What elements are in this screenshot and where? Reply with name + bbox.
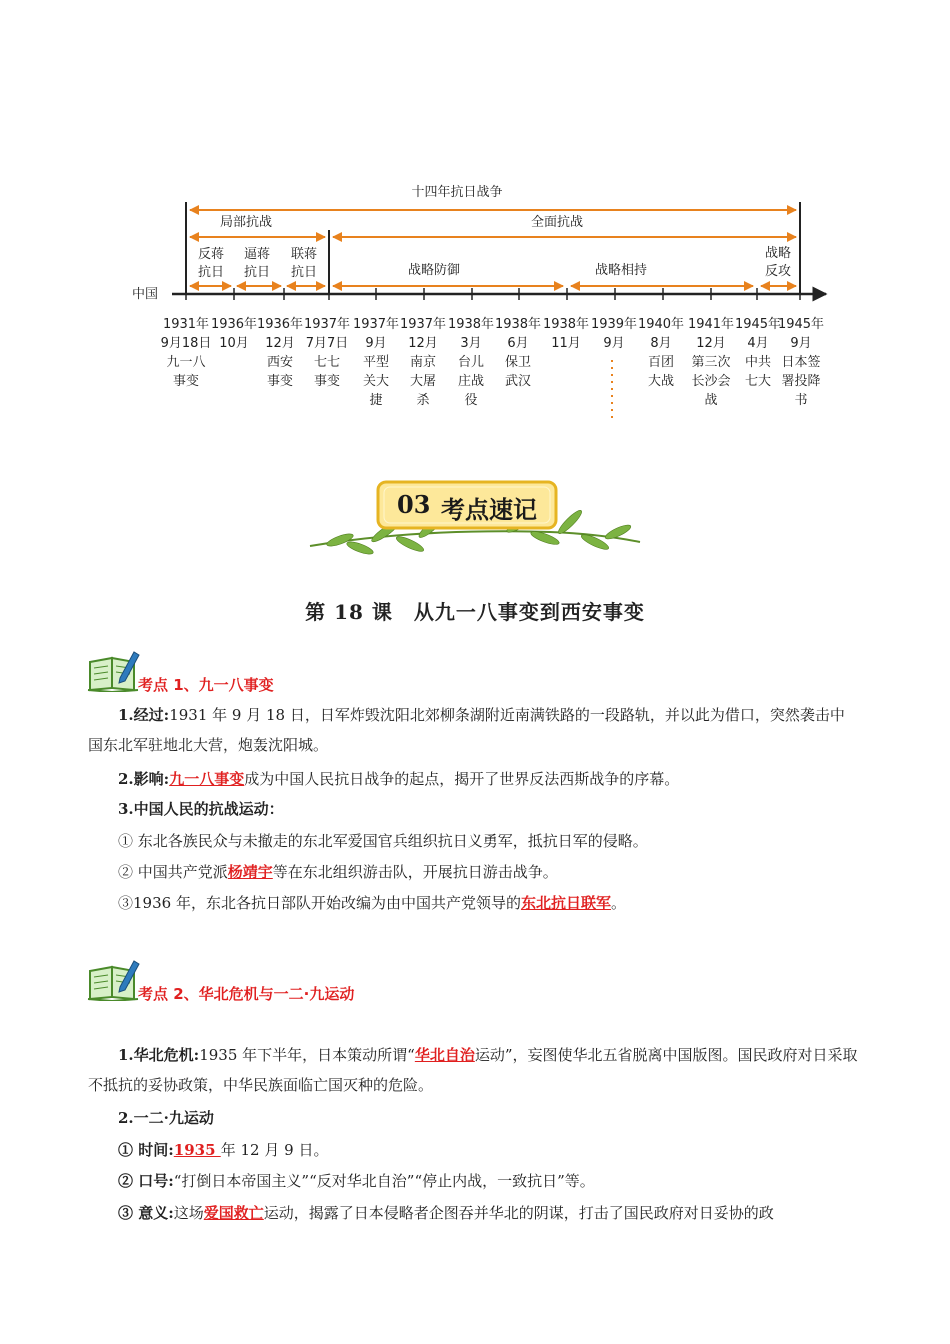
kp2-crisis-a: 1935 年下半年，日本策动所谓“	[199, 1046, 415, 1064]
kp1-item-2-a: ② 中国共产党派	[118, 863, 228, 881]
kp2-slogan-label: ② 口号:	[118, 1172, 174, 1190]
kp1-process-label: 1.经过:	[118, 706, 170, 724]
phase-full-label: 全面抗战	[531, 215, 584, 230]
event-item	[160, 315, 212, 391]
event-date: 1945年 4月	[734, 317, 782, 351]
event-name: 日本签 署投降 书	[781, 355, 821, 408]
event-date: 1939年 9月	[590, 317, 638, 351]
event-date: 1937年 9月	[352, 317, 400, 351]
kp2-movement-label: 2.一二·九运动	[118, 1109, 214, 1127]
event-item	[540, 315, 592, 353]
kp1-item-2-highlight: 杨靖宇	[227, 863, 273, 881]
sub-bijiang-label: 逼蒋 抗日	[244, 247, 271, 280]
kp1-item-3	[88, 888, 858, 918]
event-item	[775, 315, 827, 410]
kp1-paragraph-impact	[88, 764, 858, 794]
event-item	[445, 315, 497, 410]
kp2-item-slogan	[88, 1166, 858, 1196]
event-item	[683, 315, 739, 410]
banner-label: 考点速记	[441, 496, 537, 524]
kp1-impact-text: 成为中国人民抗日战争的起点，揭开了世界反法西斯战争的序幕。	[244, 770, 680, 788]
timeline-title: 十四年抗日战争	[411, 185, 503, 200]
event-date: 1937年 12月	[399, 317, 447, 351]
kp1-item-3-b: 。	[610, 894, 626, 912]
event-item	[254, 315, 306, 391]
kp2-paragraph-movement	[88, 1103, 858, 1133]
event-name: 南京 大屠 杀	[409, 355, 436, 408]
sub-counter-label: 战略 反攻	[765, 246, 792, 279]
event-item	[350, 315, 402, 410]
kp1-paragraph-resistance	[88, 794, 858, 824]
event-name: 保卫 武汉	[504, 355, 531, 389]
kp2-crisis-b: 运动”，妄图使华北五省脱离中国版图。国民政府对日采取不抵抗的妥协政策，中华民族面临亡国灭种的危险。	[88, 1046, 858, 1094]
kp1-item-3-highlight: 东北抗日联军	[520, 894, 611, 912]
event-date: 1941年 12月	[687, 317, 735, 351]
kp2-slogan-text: “打倒日本帝国主义”“反对华北自治”“停止内战，一致抗日”等。	[173, 1172, 595, 1190]
kp2-title: 考点 2、华北危机与一二·九运动	[138, 985, 355, 1003]
event-date: 1945年 9月	[777, 317, 825, 351]
event-item	[397, 315, 449, 410]
kp2-significance-highlight: 爱国救亡	[203, 1204, 264, 1222]
event-item	[635, 315, 687, 391]
event-date: 1936年 10月	[210, 317, 258, 351]
kp1-item-1-text: ① 东北各族民众与未撤走的东北军爱国官兵组织抗日义勇军，抵抗日军的侵略。	[118, 832, 648, 850]
event-item	[492, 315, 544, 391]
kp2-item-time	[88, 1135, 858, 1165]
kp1-resistance-label: 3.中国人民的抗战运动：	[118, 800, 284, 818]
kp1-item-1	[88, 826, 858, 856]
kp2-crisis-label: 1.华北危机:	[118, 1046, 200, 1064]
kp2-item-significance	[88, 1198, 858, 1228]
kp1-item-3-a: ③1936 年，东北各抗日部队开始改编为由中国共产党领导的	[118, 894, 521, 912]
kp1-item-2	[88, 857, 858, 887]
event-item	[588, 315, 640, 353]
sub-defense-label: 战略防御	[408, 263, 461, 278]
sub-stalemate-label: 战略相持	[595, 263, 648, 278]
kp1-item-2-b: 等在东北组织游击队，开展抗日游击战争。	[272, 863, 558, 881]
kp2-paragraph-crisis	[88, 1040, 858, 1100]
event-date: 1936年 12月	[256, 317, 304, 351]
book-pen-icon	[86, 648, 142, 692]
kp1-impact-label: 2.影响:	[118, 770, 170, 788]
banner-number: 03	[397, 490, 431, 519]
sub-fanjiang-label: 反蒋 抗日	[198, 247, 225, 280]
kp2-significance-a: 这场	[173, 1204, 204, 1222]
kp1-title: 考点 1、九一八事变	[138, 676, 274, 694]
event-name: 台儿 庄战 役	[457, 355, 484, 408]
event-date: 1940年 8月	[637, 317, 685, 351]
kp2-significance-label: ③ 意义:	[118, 1204, 174, 1222]
kp2-significance-b: 运动，揭露了日本侵略者企图吞并华北的阴谋，打击了国民政府对日妥协的政	[263, 1204, 774, 1222]
kp1-paragraph-process	[88, 700, 858, 760]
kp2-crisis-highlight: 华北自治	[414, 1046, 475, 1064]
event-name: 百团 大战	[647, 355, 674, 389]
sub-lianjiang-label: 联蒋 抗日	[291, 247, 318, 280]
phase-local-label: 局部抗战	[220, 215, 273, 230]
kp1-impact-highlight: 九一八事变	[169, 770, 245, 788]
event-date: 1931年 9月18日	[160, 317, 212, 351]
event-item	[208, 315, 260, 353]
event-name: 七七 事变	[313, 355, 340, 389]
lesson-title: 第 18 课 从九一八事变到西安事变	[305, 600, 645, 624]
kp2-time-label: ① 时间:	[118, 1141, 174, 1159]
book-pen-icon	[86, 957, 142, 1001]
kp2-time-text: 年 12 月 9 日。	[220, 1141, 329, 1159]
event-date: 1938年 11月	[542, 317, 590, 351]
event-item	[301, 315, 353, 391]
kp2-time-highlight: 1935	[173, 1141, 221, 1159]
event-date: 1937年 7月7日	[303, 317, 351, 351]
event-name: 九一八 事变	[166, 355, 206, 389]
event-name: 中共 七大	[744, 355, 771, 389]
axis-label-china: 中国	[132, 287, 159, 302]
kp1-process-text: 1931 年 9 月 18 日，日军炸毁沈阳北郊柳条湖附近南满铁路的一段路轨，并以此为借口，突然袭击中国东北军驻地北大营，炮轰沈阳城。	[88, 706, 845, 754]
event-name: 第三次 长沙会 战	[691, 355, 731, 408]
event-name: 西安 事变	[266, 355, 293, 389]
event-date: 1938年 3月	[447, 317, 495, 351]
event-name: 平型 关大 捷	[362, 355, 389, 408]
event-date: 1938年 6月	[494, 317, 542, 351]
